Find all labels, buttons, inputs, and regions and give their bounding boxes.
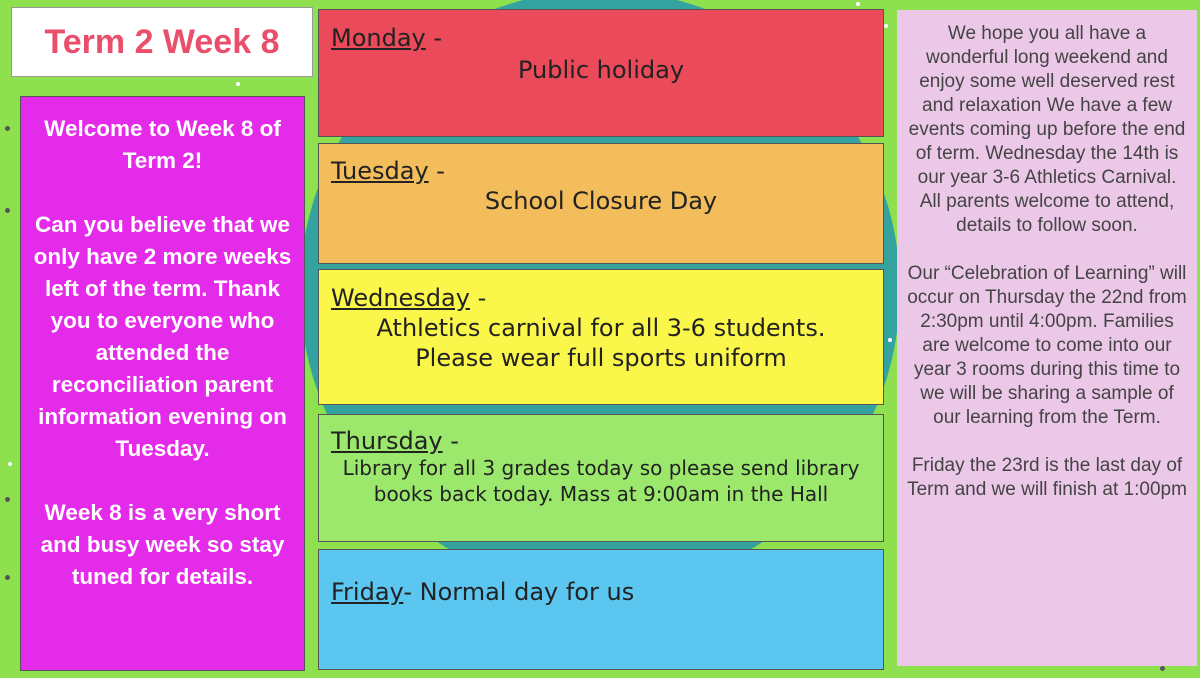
decorative-dot: [5, 208, 10, 213]
info-message: We hope you all have a wonderful long weekend and enjoy some well deserved rest and relaxation We have a few events coming up before the end of term. Wednesday the 14th is our year 3-6 Athletics Carnival. All parents welcome to attend, details to follow soon.: [908, 23, 1186, 236]
page-title: Term 2 Week 8: [44, 22, 280, 61]
welcome-message: Can you believe that we only have 2 more weeks left of the term. Thank you to everyone who attended the reconciliation parent information evening on Tuesday.: [33, 212, 292, 461]
day-description: Public holiday: [517, 56, 685, 84]
decorative-dot: [8, 462, 12, 466]
day-card-monday: [318, 9, 884, 137]
decorative-dot: [888, 338, 892, 342]
title-box: [11, 7, 313, 77]
day-separator: -: [428, 157, 445, 185]
decorative-dot: [236, 82, 240, 86]
day-description: - Normal day for us: [403, 578, 635, 606]
day-name: Tuesday: [331, 157, 429, 185]
decorative-dot: [1160, 666, 1165, 671]
day-card-friday: [318, 549, 884, 670]
day-card-thursday: [318, 414, 884, 542]
day-separator: -: [469, 284, 487, 312]
welcome-panel: [20, 96, 305, 671]
day-label: [331, 157, 445, 185]
decorative-dot: [5, 497, 10, 502]
info-end-of-term: Friday the 23rd is the last day of Term and we will finish at 1:00pm: [907, 455, 1187, 500]
day-card-tuesday: [318, 143, 884, 264]
decorative-dot: [5, 575, 10, 580]
day-label: [331, 284, 486, 312]
day-card-wednesday: [318, 269, 884, 405]
day-description: Athletics carnival for all 3-6 students. Please wear full sports uniform: [376, 314, 826, 372]
day-separator: -: [425, 24, 443, 52]
day-description: School Closure Day: [484, 187, 718, 215]
day-description: Library for all 3 grades today so please send library books back today. Mass at 9:00am in the Hall: [342, 456, 860, 506]
decorative-dot: [856, 2, 860, 6]
day-label: [331, 427, 459, 455]
day-name: Thursday: [331, 427, 443, 455]
day-label: [331, 24, 442, 52]
day-name: Monday: [331, 24, 426, 52]
decorative-dot: [5, 126, 10, 131]
day-name: Friday: [331, 578, 404, 606]
info-celebration: Our “Celebration of Learning” will occur on Thursday the 22nd from 2:30pm until 4:00pm. Families are welcome to come into our year 3 rooms during this time to we will be sharing a sample of our learning from the Term.: [907, 263, 1187, 428]
day-label: [331, 578, 634, 606]
decorative-dot: [884, 24, 888, 28]
day-name: Wednesday: [331, 284, 470, 312]
welcome-heading: Welcome to Week 8 of Term 2!: [44, 116, 281, 173]
welcome-note: Week 8 is a very short and busy week so stay tuned for details.: [40, 500, 285, 589]
day-separator: -: [442, 427, 459, 455]
info-panel: [897, 10, 1197, 666]
